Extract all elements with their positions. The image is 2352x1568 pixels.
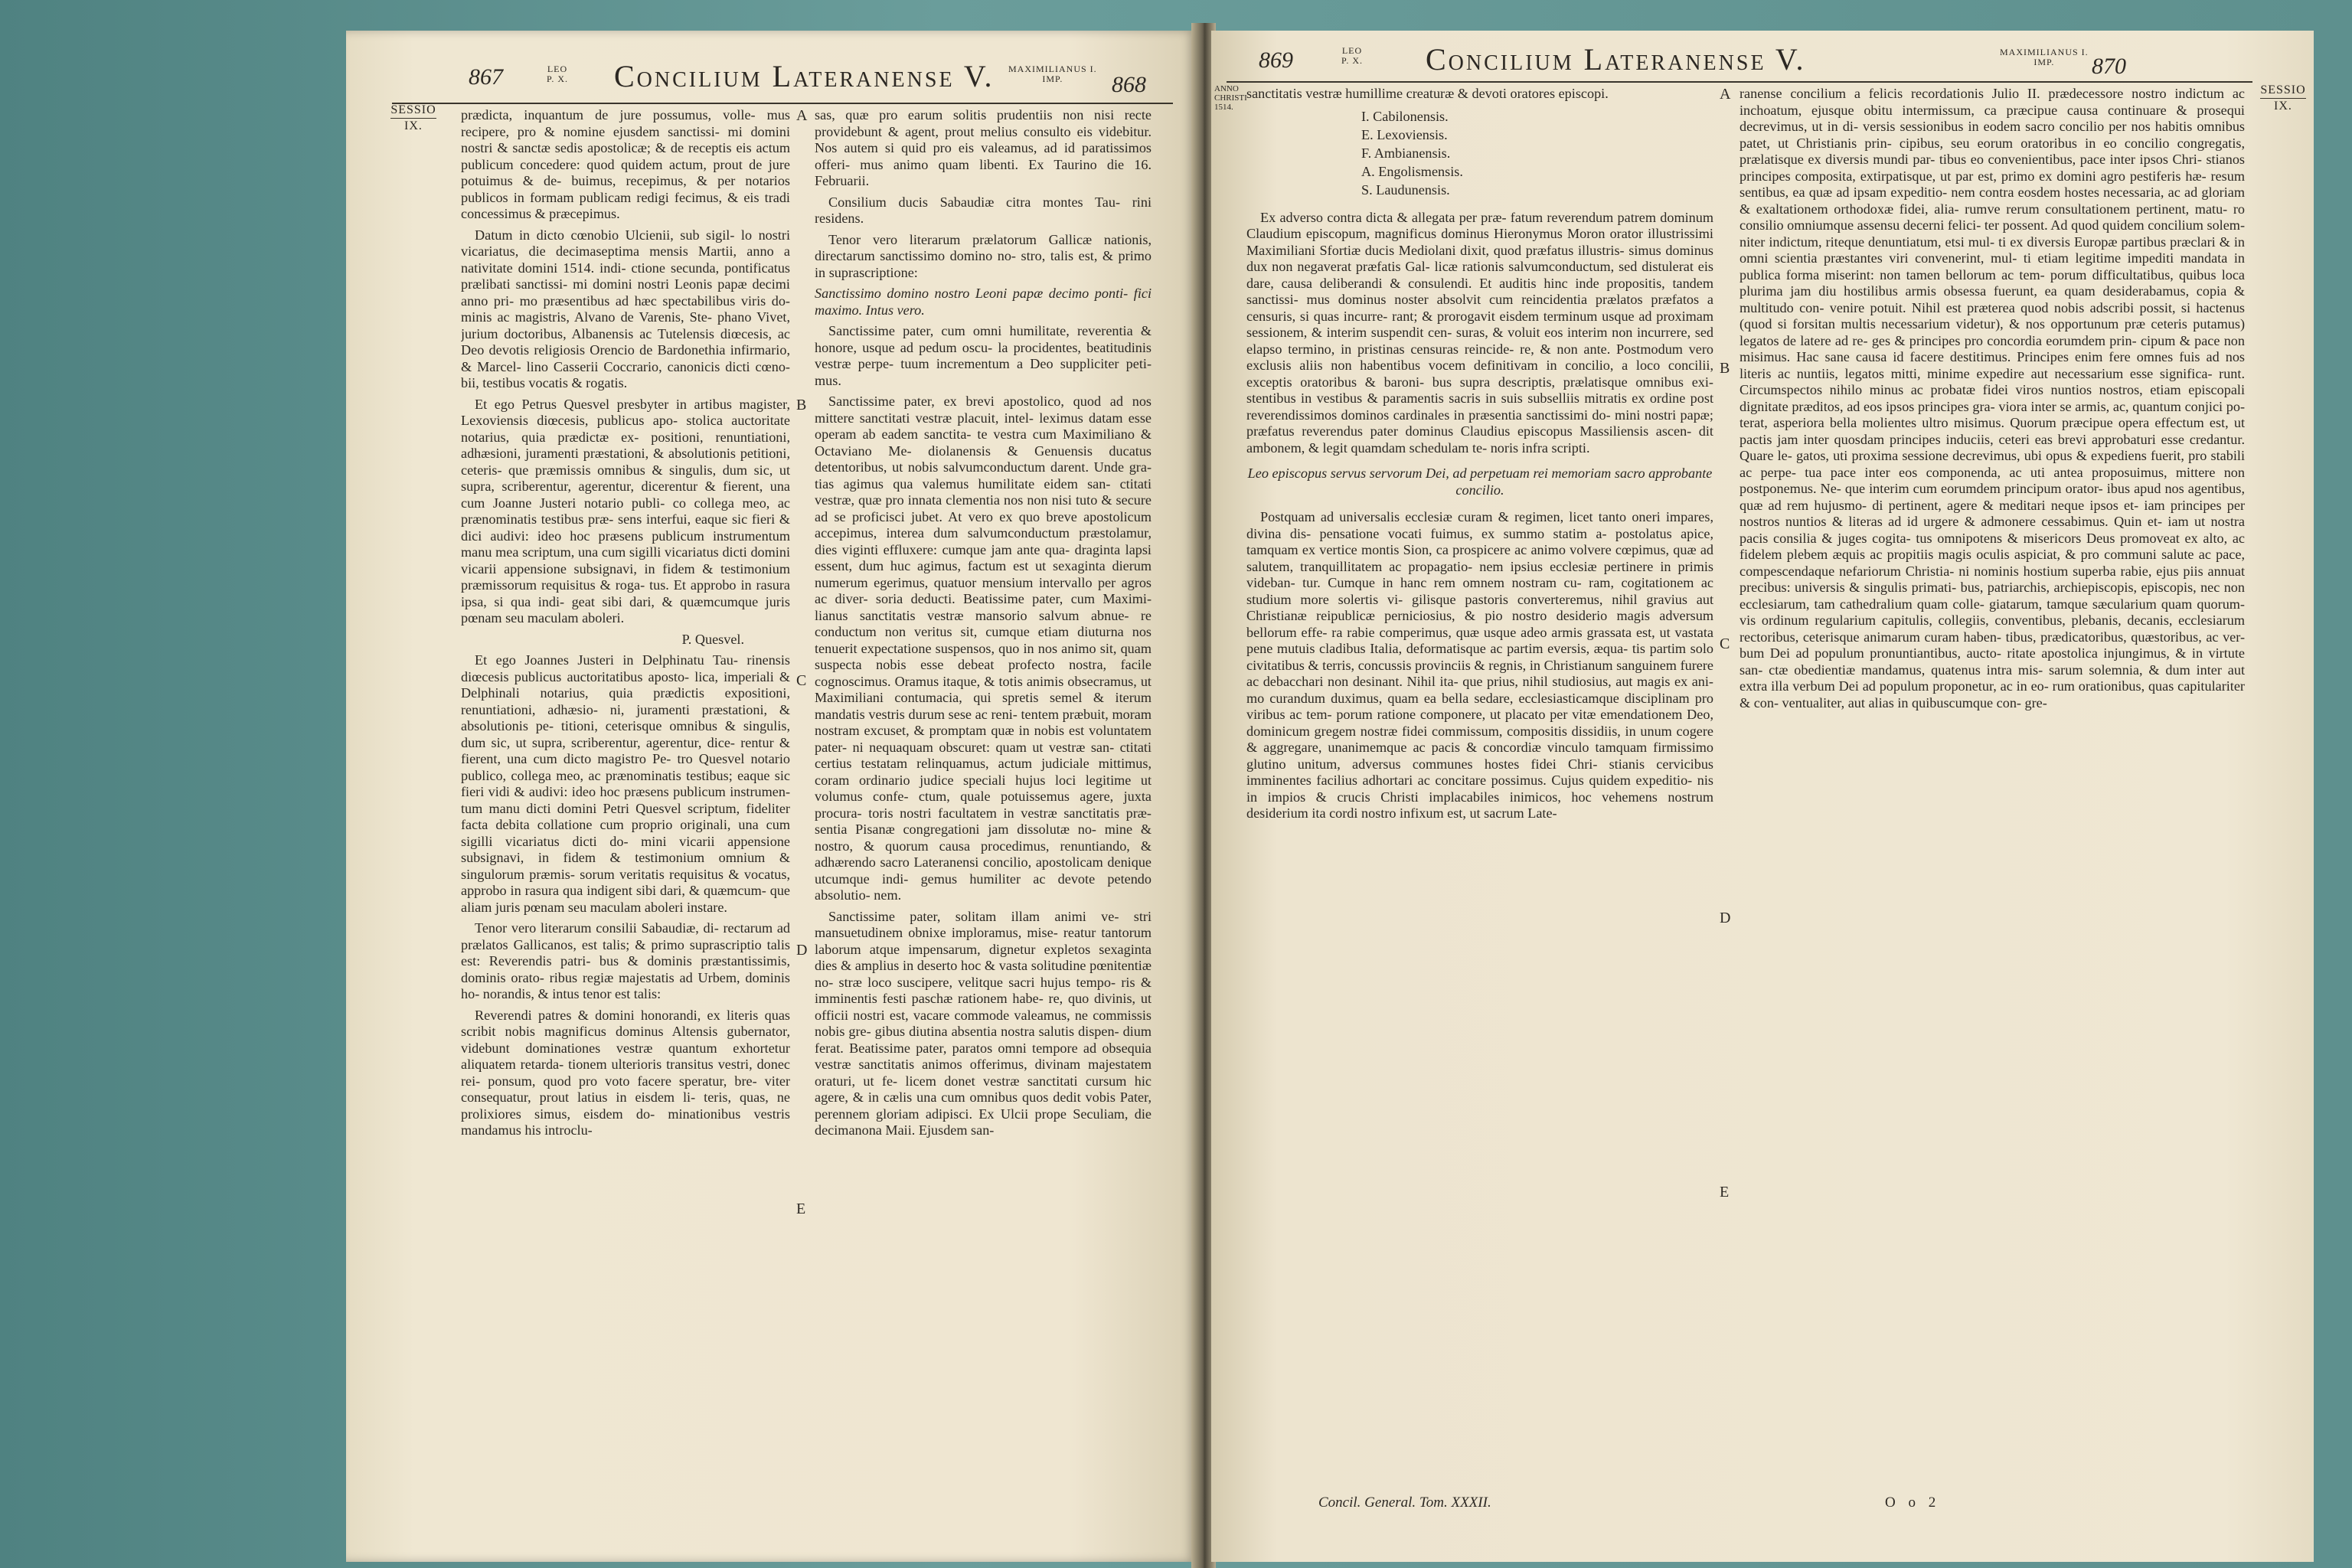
header-emperor: MAXIMILIANUS I. IMP. — [1008, 64, 1097, 84]
bishop: A. Engolismensis. — [1361, 163, 1463, 179]
sessio-label-left: SESSIO IX. — [390, 103, 436, 132]
page-number-869: 869 — [1259, 47, 1293, 73]
page-number-870: 870 — [2092, 54, 2126, 79]
bishop-list — [1246, 107, 1713, 199]
paragraph: Datum in dicto cœnobio Ulcienii, sub sigil- lo nostri vicariatus, die decimaseptima mensis Martii, anno a nativitate domini 1514. indi- ctione secunda, pontificatus prælibati sanctissi- mi domini nostri Leonis papæ decimi anno pri- mo præsentibus ad hæc spectabilibus viris do- minis ac magistris, Alvano de Varenis, Ste- phano Vivet, jurium doctoribus, Albanensis ac Tutelensis diœcesis, ac Deo devotis religiosis Orencio de Bardonethia infirmario, & Marcel- lino Casserii Coccrario, canonicis dicti cœno- bii, testibus vocatis & rogatis. — [461, 227, 790, 390]
paragraph: Tenor vero literarum consilii Sabaudiæ, di- rectarum ad prælatos Gallicanos, est talis; & primo suprascriptio talis est: Reverendis patri- bus & dominis præstantissimis, dominis orato- ribus regiæ majestatis ad Urbem, dominis ho- norandis, & intus tenor est talis: — [461, 920, 790, 1001]
signature: P. Quesvel. — [681, 631, 744, 647]
left-column-2 — [815, 107, 1152, 1554]
bull-title: Leo episcopus servus servorum Dei, ad perpetuam rei memoriam sacro approbante concilio. — [1247, 466, 1713, 498]
paragraph: Et ego Joannes Justeri in Delphinatu Tau- rinensis diœcesis publicus auctoritatibus aposto- lica, imperiali & Delphinali notarius, quia prædictis expositioni, renuntiationi, adhæsio- ni, juramenti præstationi, & absolutionis pe- titioni, ceterisque omnibus & singulis, dum sic, ut supra, scriberentur, agerentur, dice- rentur & fierent, una cum dicto magistro Pe- tro Quesvel notario publico, collega meo, ac prænominatis testibus; eaque sic fieri vidi & audivi: ideo hoc præsens publicum instrumen- tum manu dicti domini Petri Quesvel scriptum, fideliter facta debita collatione cum proprio originali, una cum sigilli vicariatus dicti do- mini vicarii appensione subsignavi, in fidem & testimonium omnium & singulorum præmis- sorum veritatis requisitus & vocatus, approbo in rasura qua indigent sibi dari, & quæmcum- que aliam juris pœnam seu maculam aboleri instare. — [461, 652, 790, 915]
paragraph: sas, quæ pro earum solitis prudentiis non nisi recte providebunt & agent, prout melius consulto eis videbitur. Nos autem si quid pro eis valeamus, ad id paratissimos offeri- mus animo quam libenti. Ex Taurino die 16. Februarii. — [815, 107, 1152, 188]
footer-signature-mark: O o 2 — [1885, 1494, 1941, 1511]
bishop: S. Laudunensis. — [1361, 181, 1450, 198]
paragraph: Sanctissime pater, cum omni humilitate, reverentia & honore, usque ad pedum oscu- la procidentes, beatitudinis vestræ perpe- tuum incrementum a Deo suppliciter peti- mus. — [815, 323, 1152, 388]
paragraph: Postquam ad universalis ecclesiæ curam & regimen, licet tanto oneri impares, divina dis- pensatione vocati fuimus, ex summo statim a- postolatus apice, tamquam ex vertice montis Sion, ca prospicere ac animo volvere cœpimus, quæ ad salutem, tranquillitatem ac propagatio- nem ipsius ecclesiæ pertinere in primis videban- tur. Cumque in hanc rem omnem nostram cu- ram, cogitationem ac studium more solertis vi- gilisque pastoris converteremus, nihil gravius aut Christianæ reipublicæ perniciosius, & pio nostro desiderio magis adversum bellorum effe- ra rabie comperimus, quæ usque adeo armis grassata est, ut vastata pene mutuis cladibus Italia, deformatisque ac partim eversis, æqua- tis partim solo civitatibus & terris, concussis provinciis & regnis, in Christianum sanguinem furere ac debacchari non desinant. Nihil ita- que prius, nihil studiosius, aut magis ex ani- mo curandum duximus, quam ea bella sedare, ecclesiasticamque disciplinam pro viribus ac tem- porum ratione componere, ut placato per vitæ emendationem Deo, dominicum gregem nostræ fidei commissum, compositis dissidiis, in unum cogere & aggregare, unanimemque ac pacis & concordiæ vinculo tamquam firmissimo glutino unitum, adversus communes hostes fidei Chri- stianis cervicibus imminentes facilius adhortari ac concitare possimus. Cujus quidem expeditio- nis in impios & crucis Christi implacabiles inimicos, hoc vehemens nostrum desiderium ita cordi nostro infixum est, ut sacrum Late- — [1246, 509, 1713, 821]
margin-marker-a: A — [796, 107, 808, 124]
paragraph: Reverendi patres & domini honorandi, ex literis quas scribit nobis magnificus dominus Altensis gubernator, videbunt dominationes vestræ quantum exhortetur aliquatem retarda- tionem ulterioris transitus vestri, donec rei- ponsum, quod pro voto facere speratur, bre- viter consequatur, prout latius in eisdem li- teris, quas, ne prolixiores simus, eisdem do- minationibus vestris mandamus his introclu- — [461, 1007, 790, 1138]
header-pope: LEO P. X. — [547, 64, 569, 84]
paragraph: Ex adverso contra dicta & allegata per præ- fatum reverendum patrem dominum Claudium episcopum, magnificus dominus Hieronymus Moron orator illustrissimi Maximiliani Sfortiæ ducis Mediolani dixit, quod præfatus illustris- simus dominus dux non negaverat præfatis Gal- licæ rationis salvumconductum, sed distulerat eis dare, causa deliberandi & consulendi. Et auditis hinc inde propositis, tandem sanctissi- mus dominus noster absolvit cum reincidentia prælatos præfatos a censuris, si quas incurre- rant; & prorogavit eisdem terminum usque ad proximam sessionem, & interim suspendit cen- suras, & voluit eos interim non incurrere, sed elapso termino, in pristinas censuras reincide- re, & non ante. Postmodum vero exclusis aliis non habentibus vocem definitivam in concilio, a loco concilii, exceptis oratoribus & baroni- bus supra descriptis, prælatisque omnibus exi- stentibus in vestibus & paramentis sacris in suis subselliis mitratis ex ordine post reverendissimos dominos cardinales in præsentia sanctissimi do- mini nostri papæ; præfatus reverendus pater dominus Claudius episcopus Massiliensis ascen- dit ambonem, & legit quamdam schedulam te- noris infra scripti. — [1246, 209, 1713, 456]
paragraph: ranense concilium a felicis recordationis Julio II. prædecessore nostro indictum ac inchoatum, ejusque obitu intermissum, ca præcipue causa continuare & prosequi decrevimus, ut in di- versis sessionibus in eodem sacro concilio per nos habitis omnibus patet, ut Christianis prin- cipibus, seu eorum oratoribus in eo concilio congregatis, prælatisque ex diversis mundi par- tibus eo convenientibus, pace inter ipsos Chri- stianos principes composita, extirpatisque, ut par est, primo ex domini agro pestiferis hæ- resum sentibus, ea quæ ad ipsam expeditio- nem contra eosdem hostes necessaria, ac ad gloriam & exaltationem orthodoxæ fidei, alia- rumve rerum consultationem pertinent, matu- ro consilio omniumque assensu decerni felici- ter possent. Ad quod quidem concilium solem- niter indictum, riteque denuntiatum, etsi mul- ti ex diversis Europæ partibus præclari & in omni scientia præstantes viri convenerint, mul- ti etiam legitime impediti mandata in publica forma miserint: non tamen bellorum ac tem- porum difficultatibus, quibus loca plurima jam diu hostilibus armis obsessa fuerunt, ea quam desiderabamus, copia & multitudo con- venire potuit. Nihil est præterea quod nobis adscribi possit, si hactenus (quod si forsitan multis necessarium videtur), & nos opportunum præ ceteris putamus) legatos de latere ad re- ges & principes pro concordia eorumdem prin- cipum & pace non misimus. Hac sane causa id facere destitimus. Principes enim fere omnes fuis ad nos literis ac nuntiis, legatos mitti, minime expedire aut necessarium esse significa- runt. Circumspectos nihilo minus ac probatæ fidei viros nuntios nostros, etiam episcopali dignitate præditos, ad eos ipsos principes gra- viora inter se armis, ac, quantum conjici po- terat, asperiora bella molientes ultro misimus. Quorum præcipue opera effectum est, ut pactis jam inter quosdam principes induciis, ceteri eas brevi approbaturi esse credantur. Quare le- gatos, uti proxima sessione decrevimus, ubi opus & expediens fuerit, pro stabili ac perpe- tua pace inter eos componenda, ac uti antea proposuimus, mittere non postponemus. Ne- que interim cum eorumdem principum orator- ibus apud nos agentibus, quæ ad rem hujusmo- di pertinent, agere & meditari neque ipsos et- iam principes per nostros nuntios & literas ad id urgere & admonere cessabimus. Quin et- iam ut nostra pacis consilia & juges cogita- tus omnipotens & misericors Deus promoveat ex alto, ac fidelem plebem æquis ac propitiis magis oculis aspiciat, & pro communi salute ac pace, compescendaque nefariorum Christia- ni nominis hostium superba rabie, ejus piis annuat precibus: universis & singulis primati- bus, patriarchis, archiepiscopis, episcopis, nec non ecclesiarum, tam cathedralium quam colle- giatarum, tamque sæcularium quam quorum- vis ordinum regularium capitulis, collegiis, conventibus, plebanis, decanis, ecclesiarum rectoribus, ceterisque animarum curam haben- tibus, prædicatoribus, quæstoribus, ac ver- bum Dei ad populum pronuntiantibus, aucto- ritate apostolica injungimus, & in virtute san- ctæ obedientiæ mandamus, quatenus intra mis- sarum solemnia, & dum inter aut extra illa verbum Dei ad populum proponetur, ac in eo- rum orationibus, quas capitulariter & con- ventualiter, aut alias in quibuscumque con- gre- — [1740, 86, 2245, 710]
right-page — [1211, 31, 2314, 1562]
bishop: I. Cabilonensis. — [1361, 108, 1449, 124]
running-title-right: Concilium Lateranense V. — [1426, 42, 1806, 77]
paragraph: sanctitatis vestræ humillime creaturæ & devoti oratores episcopi. — [1246, 86, 1609, 101]
paragraph: prædicta, inquantum de jure possumus, volle- mus recipere, pro & nomine ejusdem sanctissi- mi domini nostri & sanctæ sedis apostolicæ; & de receptis eis actum publicum concedere: quod quidem actum, prout de jure potuimus & de- buimus, recepimus, & per notarios publicos in formam publicam redigi fecimus, & eis tradi concessimus & præcepimus. — [461, 107, 790, 221]
right-column-1 — [1246, 86, 1713, 1487]
sessio-label-right: SESSIO IX. — [2260, 83, 2306, 113]
bishop: E. Lexoviensis. — [1361, 126, 1448, 142]
paragraph: Et ego Petrus Quesvel presbyter in artibus magister, Lexoviensis diœcesis, publicus apo- stolica auctoritate notarius, quia prædictæ ex- positioni, renuntiationi, adhæsioni, juramenti præstationi, & absolutionis petitioni, ceteris- que præmissis omnibus & singulis, dum sic, ut supra, scriberentur, agerentur, dicerentur & fierent, una cum Joanne Justeri notario publi- co collega meo, ac prænominatis testibus præ- sens interfui, eaque sic fieri & dici audivi: ideo hoc præsens publicum instrumentum manu mea scriptum, una cum sigilli vicariatus dicti domini vicarii appensione subsignavi, in fidem & testimonium præmissorum requisitus & roga- tus. Et approbo in rasura ipsa, si qua indi- geat sibi dari, & quæmcumque juris pœnam seu maculam aboleri. — [461, 396, 790, 626]
bishop: F. Ambianensis. — [1361, 145, 1451, 161]
page-number-868: 868 — [1112, 72, 1146, 97]
paragraph: Sanctissime pater, ex brevi apostolico, quod ad nos mittere sanctitati vestræ placuit, intel- leximus datam esse operam ab eadem sanctita- te vestra cum Maximiliano & Octaviano Me- diolanensis & Genuensis ducatus detentoribus, ut nobis salvumconductum darent. Unde gra- tias agimus qua valemus humilitate eidem san- ctitati vestræ, quæ pro innata clementia nos non nisi tuto & secure ad se proficisci jubet. At vero ex quo breve apostolicum accepimus, interea dum salvumconductum præstolamur, dies viginti effluxere: cumque jam ante qua- draginta lapsi essent, dum huc agimus, factum est ut sexaginta dierum numerum egerimus, quatuor mensium intervallo per agros ac diver- soria deducti. Beatissime pater, cum Maximi- lianus sanctitatis vestræ mansorio salvum abnue- re conductum non veritus sit, cumque etiam diuturna nos tenuerit expectatione suspensos, quo in nos animo sit, quam suspecta nobis esse debeat profecto nostra, facile cognoscimus. Oramus itaque, & totis animis obsecramus, ut Maximiliani contumacia, qui spretis semel & iterum mandatis vestris durum sese ac reni- tentem præbuit, moram nostram excuset, & promptam quæ in nobis est voluntatem pater- ni nequaquam obscuret: quam ut vestræ san- ctitati certius testatam relinquamus, actum judiciale mittimus, coram ordinario judice speciali hujus loci legitime ut volumus confe- ctum, quale potuissemus agere, juxta procura- toris nostri facultatem in vestræ sanctitatis præ- sentia Pisanæ congregationi jam dissolutæ no- mine & nostro, & quorum causa procedimus, renuntiando, & adhærendo sacro Lateranensi concilio, apostolicam denique utcumque indi- gemus humiliter ac devote petendo absolutio- nem. — [815, 394, 1152, 903]
header-pope-right: LEO P. X. — [1341, 45, 1364, 66]
superscription: Sanctissimo domino nostro Leoni papæ decimo ponti- fici maximo. Intus vero. — [815, 286, 1152, 318]
margin-marker-c: C — [1720, 635, 1730, 652]
margin-marker-e: E — [1720, 1184, 1730, 1200]
margin-marker-b: B — [1720, 360, 1730, 377]
header-rule — [392, 103, 1173, 104]
margin-marker-d: D — [1720, 910, 1731, 926]
footer-signature: Concil. General. Tom. XXXII. — [1318, 1494, 1491, 1511]
paragraph: Tenor vero literarum prælatorum Gallicæ nationis, directarum sanctissimo domino no- stro, talis est, & primo in suprascriptione: — [815, 231, 1152, 280]
margin-marker-b: B — [796, 397, 807, 413]
running-title-left: Concilium Lateranense V. — [614, 59, 995, 93]
header-rule-right — [1227, 81, 2252, 83]
right-column-2 — [1740, 86, 2245, 1510]
header-emperor-right: MAXIMILIANUS I. IMP. — [2000, 47, 2089, 67]
left-page — [346, 31, 1196, 1562]
margin-marker-c: C — [796, 672, 807, 689]
page-number-867: 867 — [469, 64, 503, 90]
margin-marker-d: D — [796, 942, 808, 959]
anno-christi-note: ANNO CHRISTI 1514. — [1214, 84, 1247, 112]
left-column-1 — [461, 107, 790, 1554]
margin-marker-a: A — [1720, 86, 1731, 103]
margin-marker-e: E — [796, 1200, 806, 1217]
paragraph: Sanctissime pater, solitam illam animi ve- stri mansuetudinem obnixe imploramus, mise- reatur tantorum laborum atque impensarum, dignetur expletos sexaginta dies & amplius in deserto hoc & vasta solitudine pœnitentiæ no- stræ loco suscipere, velitque sacri hujus tempo- ris & imminentis festi paschæ rationem habe- re, quo divinis, ut officii nostri est, vacare commode valeamus, ne commissis nobis gre- gibus diutina absentia nostra salutis dispen- dium ferat. Beatissime pater, paratos omni tempore ad obsequia vestræ sanctitatis animos offerimus, divinam majestatem oraturi, ut fe- licem donet vestræ sanctitati cursum hic agere, & in cælis una cum omnibus quos dedit vobis Pater, perennem gloriam adipisci. Ex Ulcii prope Seculiam, die decimanona Maii. Ejusdem san- — [815, 908, 1152, 1138]
paragraph: Consilium ducis Sabaudiæ citra montes Tau- rini residens. — [815, 194, 1152, 226]
